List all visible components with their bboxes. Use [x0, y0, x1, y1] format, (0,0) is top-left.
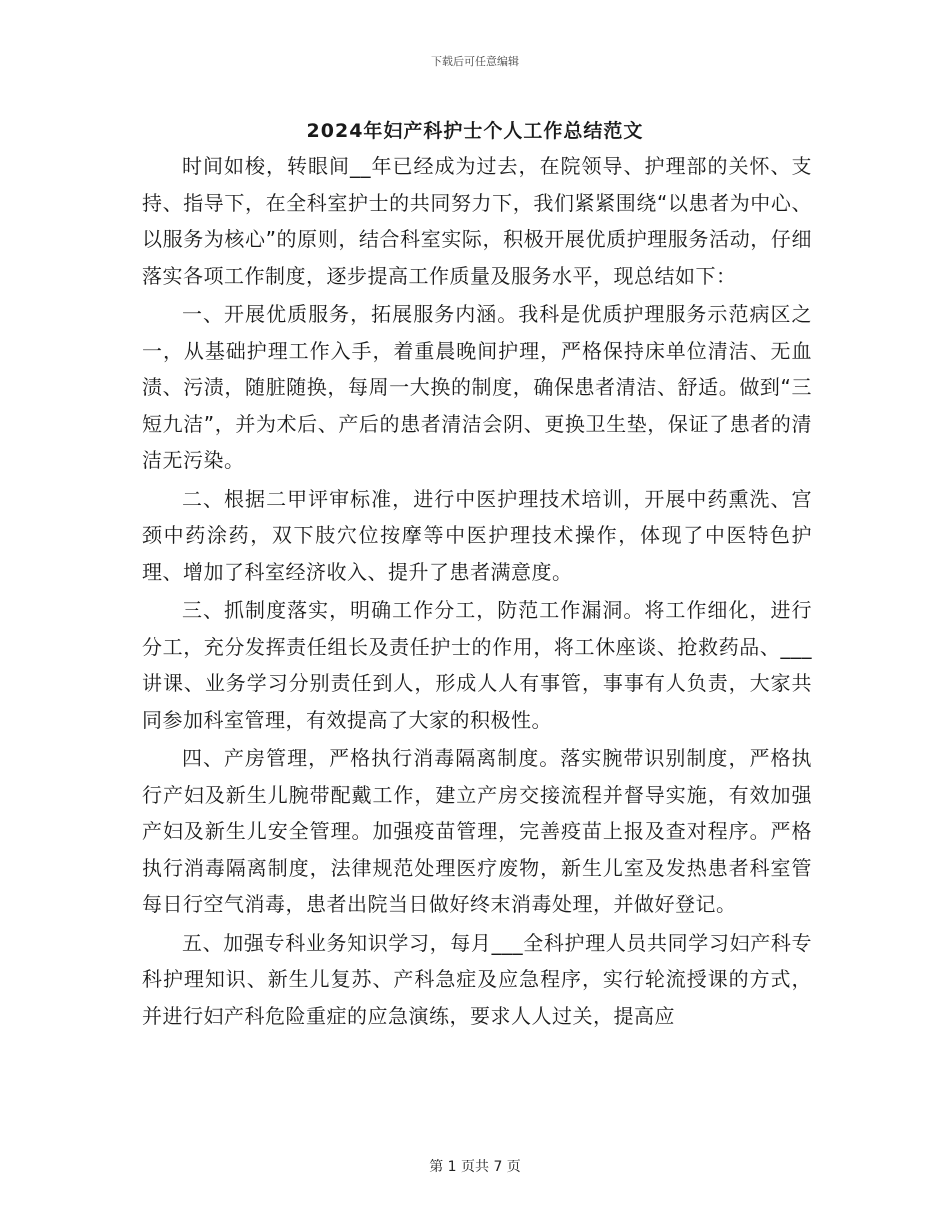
paragraph-intro: 时间如梭，转眼间__年已经成为过去，在院领导、护理部的关怀、支持、指导下，在全科室护士的共同努力下，我们紧紧围绕“以患者为中心、以服务为核心”的原则，结合科室实际，积极开展优质护理服务活动，仔细落实各项工作制度，逐步提高工作质量及服务水平，现总结如下： — [142, 154, 812, 288]
paragraph-section-5: 五、加强专科业务知识学习，每月___全科护理人员共同学习妇产科专科护理知识、新生儿复苏、产科急症及应急程序，实行轮流授课的方式，并进行妇产科危险重症的应急演练，要求人人过关，提高应 — [142, 930, 812, 1028]
page-footer-page-number: 第 1 页共 7 页 — [429, 1159, 521, 1175]
paragraph-section-3: 三、抓制度落实，明确工作分工，防范工作漏洞。将工作细化，进行分工，充分发挥责任组长及责任护士的作用，将工休座谈、抢救药品、___讲课、业务学习分别责任到人，形成人人有事管，事事有人负责，大家共同参加科室管理，有效提高了大家的积极性。 — [142, 598, 812, 732]
paragraph-section-4: 四、产房管理，严格执行消毒隔离制度。落实腕带识别制度，严格执行产妇及新生儿腕带配戴工作，建立产房交接流程并督导实施，有效加强产妇及新生儿安全管理。加强疫苗管理，完善疫苗上报及查对程序。严格执行消毒隔离制度，法律规范处理医疗废物，新生儿室及发热患者科室管每日行空气消毒，患者出院当日做好终末消毒处理，并做好登记。 — [142, 746, 812, 916]
paragraph-section-2: 二、根据二甲评审标准，进行中医护理技术培训，开展中药熏洗、宫颈中药涂药，双下肢穴位按摩等中医护理技术操作，体现了中医特色护理、增加了科室经济收入、提升了患者满意度。 — [142, 486, 812, 584]
paragraph-section-1: 一、开展优质服务，拓展服务内涵。我科是优质护理服务示范病区之一，从基础护理工作入手，着重晨晚间护理，严格保持床单位清洁、无血渍、污渍，随脏随换，每周一大换的制度，确保患者清洁、舒适。做到“三短九洁”，并为术后、产后的患者清洁会阴、更换卫生垫，保证了患者的清洁无污染。 — [142, 302, 812, 472]
page-header-note: 下载后可任意编辑 — [431, 55, 519, 68]
document-body — [142, 148, 812, 1036]
document-title: 2024年妇产科护士个人工作总结范文 — [306, 120, 644, 142]
